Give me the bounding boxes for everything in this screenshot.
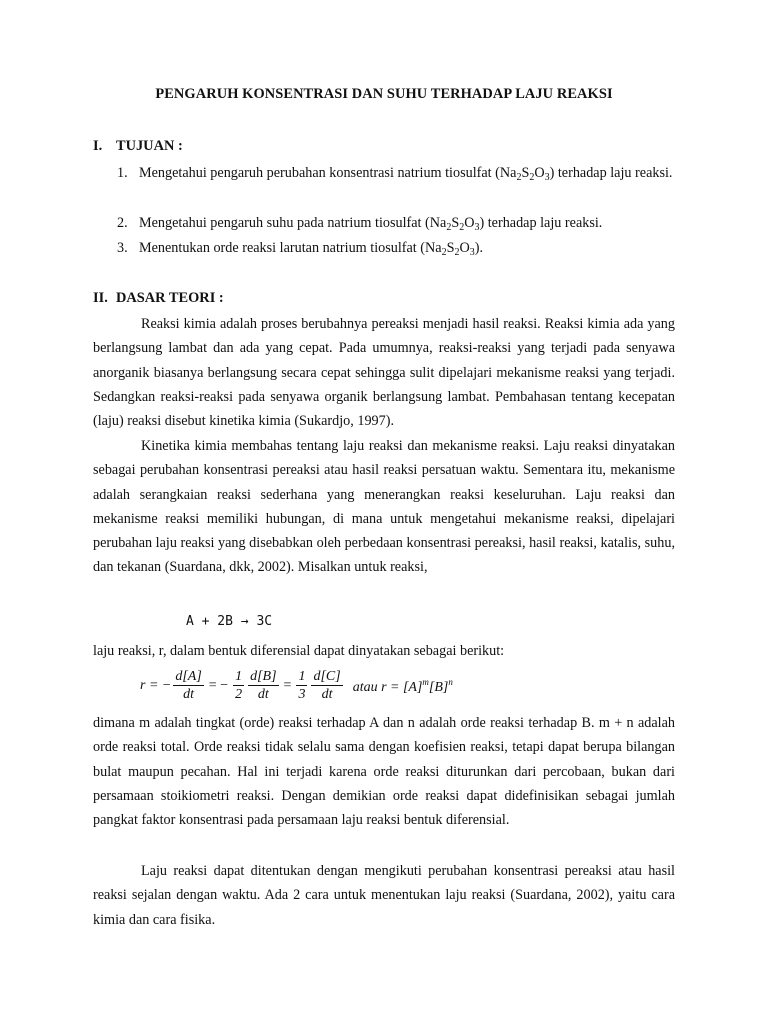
section-heading-tujuan — [93, 138, 183, 155]
list-number: 3. — [117, 240, 128, 256]
section-number: I. — [93, 138, 103, 154]
list-item-text: Mengetahui pengaruh perubahan konsentrasi natrium tiosulfat $(Na_2S_2O_3)$ terhadap laju reaksi. — [139, 165, 673, 183]
list-item — [117, 161, 677, 186]
fraction: $\frac{d[B]}{dt}$ — [250, 669, 277, 702]
paragraph: Kinetika kimia membahas tentang laju reaksi dan mekanisme reaksi. Laju reaksi dinyatakan sebagai perubahan konsentrasi pereaksi atau hasil reaksi persatuan waktu. Sementara itu, mekanisme adalah serangkaian reaksi sederhana yang menerangkan reaksi keseluruhan. Laju reaksi dan mekanisme reaksi memiliki hubungan, di mana untuk mengetahui mekanisme reaksi, dipelajari perubahan laju reaksi yang disebabkan oleh perbedaan konsentrasi pereaksi, hasil reaksi, katalis, suhu, dan tekanan (Suardana, dkk, 2002). Misalkan untuk reaksi, — [93, 438, 675, 576]
fraction: $\frac{d[C]}{dt}$ — [313, 669, 341, 702]
paragraph: dimana m adalah tingkat (orde) reaksi terhadap A dan n adalah orde reaksi terhadap B. m + n adalah orde reaksi total. Orde reaksi tidak selalu sama dengan koefisien reaksi, tetapi dapat berupa bilangan bulat maupun pecahan. Hal ini terjadi karena orde reaksi diturunkan dari percobaan, bukan dari persamaan stoikiometri reaksi. Dengan demikian orde reaksi dapat didefinisikan sebagai jumlah pangkat faktor konsentrasi pada persamaan laju reaksi bentuk diferensial. — [93, 715, 675, 829]
document-title: PENGARUH KONSENTRASI DAN SUHU TERHADAP LAJU REAKSI — [155, 86, 613, 102]
paragraph: Reaksi kimia adalah proses berubahnya pereaksi menjadi hasil reaksi. Reaksi kimia ada yang berlangsung lambat dan ada yang cepat. Pada umumnya, reaksi-reaksi yang terjadi pada senyawa anorganik biasanya berlangsung secara cepat sehingga sulit dipelajari mekanisme reaksi yang terjadi. Sedangkan reaksi-reaksi pada senyawa organik berlangsung lambat. Pembahasan tentang kecepatan (laju) reaksi disebut kinetika kimia (Sukardjo, 1997). — [93, 316, 675, 430]
eq-lhs: r = − — [140, 678, 172, 693]
list-item-text: Mengetahui pengaruh suhu pada natrium tiosulfat $(Na_2S_2O_3)$ terhadap laju reaksi. — [139, 215, 603, 233]
list-item-text: Menentukan orde reaksi larutan natrium tiosulfat $(Na_2S_2O_3)$. — [139, 240, 483, 258]
eq-tail: atau $r = [A]^m[B]^n$ — [352, 676, 453, 695]
paragraph: Laju reaksi dapat ditentukan dengan mengikuti perubahan konsentrasi pereaksi atau hasil reaksi sejalan dengan waktu. Ada 2 cara untuk menentukan laju reaksi (Suardana, 2002), yaitu cara kimia dan cara fisika. — [93, 863, 675, 928]
fraction: $\frac{1}{2}$ — [235, 669, 243, 702]
fraction: $\frac{1}{3}$ — [298, 669, 306, 702]
paragraph: laju reaksi, r, dalam bentuk diferensial dapat dinyatakan sebagai berikut: — [93, 643, 505, 659]
section-number: II. — [93, 290, 108, 306]
list-number: 2. — [117, 215, 128, 231]
section-heading-dasar-teori — [93, 290, 224, 307]
rate-equation — [140, 666, 453, 706]
list-number: 1. — [117, 165, 128, 181]
eq-operator: = − — [208, 678, 229, 693]
fraction: $\frac{d[A]}{dt}$ — [175, 669, 202, 702]
list-item — [117, 211, 677, 236]
chemical-reaction: A + 2B → 3C — [186, 614, 273, 629]
list-item — [117, 236, 677, 261]
section-title: DASAR TEORI : — [116, 290, 224, 306]
eq-operator: = — [283, 678, 292, 693]
section-title: TUJUAN : — [116, 138, 183, 154]
